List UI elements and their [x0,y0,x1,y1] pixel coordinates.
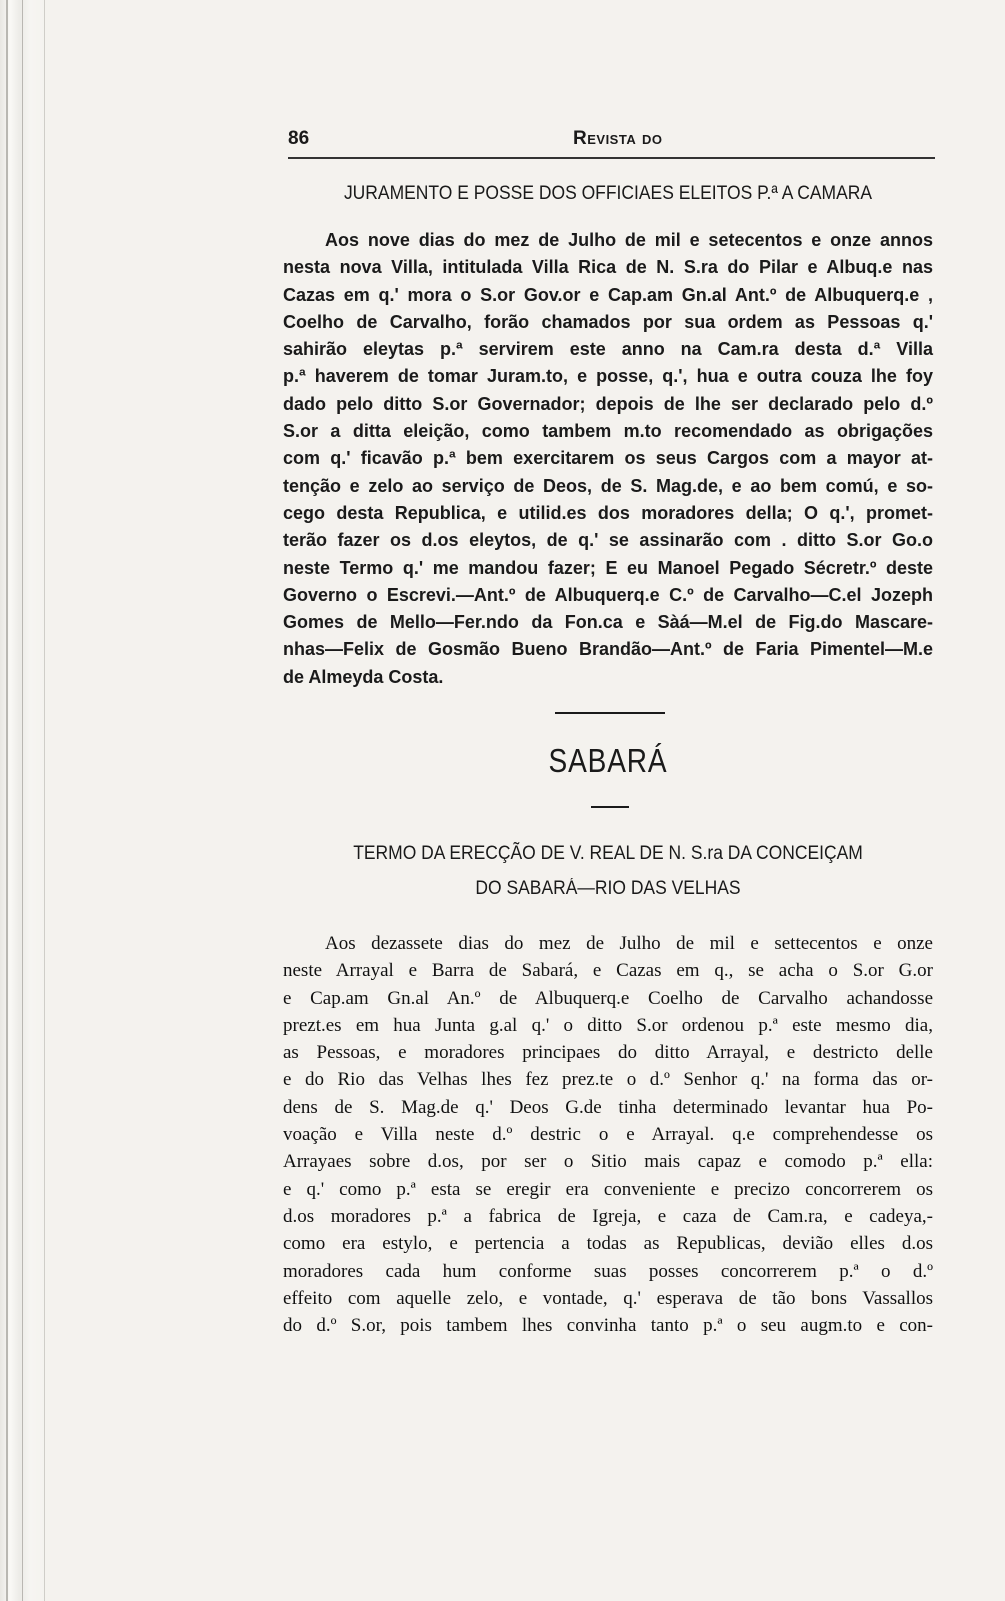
text-line: de Almeyda Costa. [283,666,444,687]
binding-crease [22,0,23,1601]
text-line: Governo o Escrevi.—Ant.º de Albuquerq.e C.º de Carvalho—C.el Jozeph [283,584,933,605]
text-line: e q.' como p.ª esta se eregir era conveniente e precizo concorrerem os [283,1178,933,1200]
text-line: como era estylo, e pertencia a todas as Republicas, devião elles d.os [283,1233,933,1255]
text-line: p.ª haverem de tomar Juram.to, e posse, q.', hua e outra couza lhe foy [283,366,933,387]
text-line: tenção e zelo ao serviço de Deos, de S. Mag.de, e ao bem comú, e so- [283,475,933,496]
page-number: 86 [288,128,310,149]
binding-crease [6,0,8,1601]
text-line: effeito com aquelle zelo, e vontade, q.' esperava de tão bons Vassallos [283,1287,933,1309]
section-heading-line-2: DO SABARÁ—RIO DAS VELHAS [475,878,741,899]
place-title: SABARÁ [548,742,668,779]
text-line: neste Termo q.' me mandou fazer; E eu Manoel Pegado Sécretr.º deste [283,557,933,578]
text-line: sahirão eleytas p.ª servirem este anno na Cam.ra desta d.ª Villa [283,339,933,360]
journal-name: Revista do [573,128,663,149]
text-line: Aos dezassete dias do mez de Julho de mil e settecentos e onze [325,933,933,954]
text-line: e Cap.am Gn.al An.º de Albuquerq.e Coelho de Carvalho achandosse [283,987,933,1009]
text-line: as Pessoas, e moradores principaes do ditto Arrayal, e destricto delle [283,1042,933,1064]
text-line: d.os moradores p.ª a fabrica de Igreja, e caza de Cam.ra, e cadeya,- [283,1205,933,1227]
text-line: Aos nove dias do mez de Julho de mil e setecentos e onze annos [325,230,933,250]
text-line: Cazas em q.' mora o S.or Gov.or e Cap.am Gn.al Ant.º de Albuquerq.e , [283,284,933,305]
text-line: neste Arrayal e Barra de Sabará, e Cazas em q., se acha o S.or G.or [283,960,933,982]
text-line: terão fazer os d.os eleytos, de q.' se assinarão com . ditto S.or Go.o [283,530,933,551]
running-head [288,128,928,156]
section-heading-line-1: TERMO DA ERECÇÃO DE V. REAL DE N. S.ra DA CONCEIÇAM [353,843,863,864]
binding-edge [0,0,48,1601]
section-divider [555,712,665,714]
binding-crease [44,0,45,1601]
text-line: cego desta Republica, e utilid.es dos moradores della; O q.', promet- [283,502,933,523]
title-divider [591,806,629,808]
text-line: Coelho de Carvalho, forão chamados por sua ordem as Pessoas q.' [283,311,933,332]
text-line: dado pelo ditto S.or Governador; depois de lhe ser declarado pelo d.º [283,393,933,414]
text-line: nhas—Felix de Gosmão Bueno Brandão—Ant.º de Faria Pimentel—M.e [283,639,933,660]
header-rule [288,157,935,159]
text-line: do d.º S.or, pois tambem lhes convinha tanto p.ª o seu augm.to e con- [283,1315,933,1337]
paragraph [283,227,933,691]
paragraph [283,930,933,1339]
text-line: dens de S. Mag.de q.' Deos G.de tinha determinado levantar hua Po- [283,1096,933,1118]
text-line: prezt.es em hua Junta g.al q.' o ditto S.or ordenou p.ª este mesmo dia, [283,1014,933,1036]
text-line: e do Rio das Velhas lhes fez prez.te o d.º Senhor q.' na forma das or- [283,1069,933,1091]
text-line: moradores cada hum conforme suas posses concorrerem p.ª o d.º [283,1260,933,1282]
text-line: S.or a ditta eleição, como tambem m.to recomendado as obrigações [283,421,933,442]
section-heading: JURAMENTO E POSSE DOS OFFICIAES ELEITOS P.ª A CAMARA [343,183,873,204]
text-line: Gomes de Mello—Fer.ndo da Fon.ca e Sàá—M.el de Fig.do Mascare- [283,612,933,633]
text-line: voação e Villa neste d.º destric o e Arrayal. q.e comprehendesse os [283,1124,933,1146]
text-line: com q.' ficavão p.ª bem exercitarem os seus Cargos com a mayor at- [283,448,933,469]
text-line: nesta nova Villa, intitulada Villa Rica de N. S.ra do Pilar e Albuq.e nas [283,257,933,278]
text-line: Arrayaes sobre d.os, por ser o Sitio mais capaz e comodo p.ª ella: [283,1151,933,1173]
